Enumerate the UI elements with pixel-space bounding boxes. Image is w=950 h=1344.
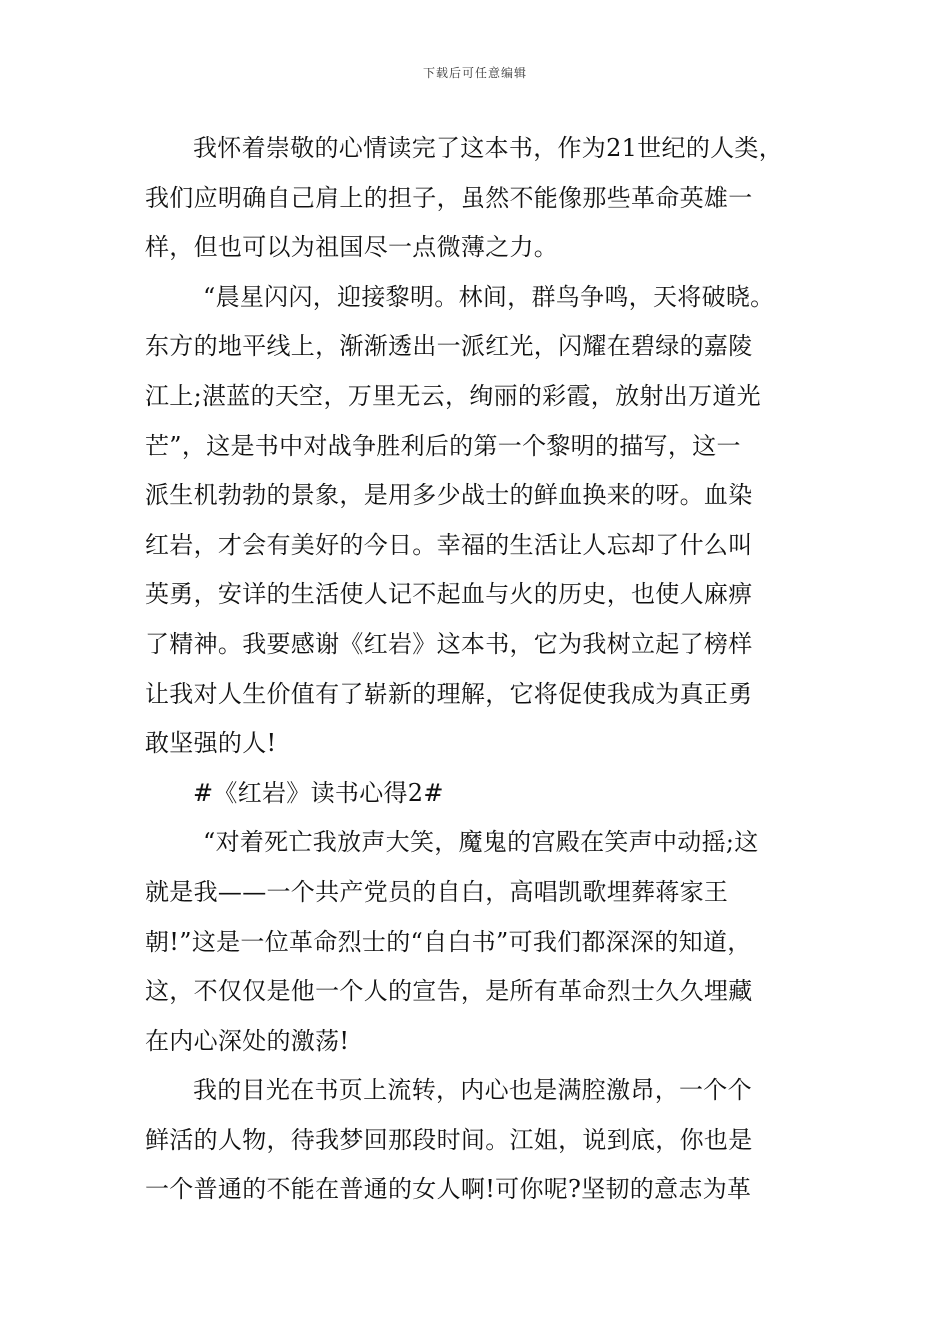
paragraph-3-line-5: 在内心深处的激荡! [145, 1026, 350, 1055]
paragraph-2-line-2: 东方的地平线上，渐渐透出一派红光，闪耀在碧绿的嘉陵 [145, 332, 753, 361]
paragraph-2-line-7: 英勇，安详的生活使人记不起血与火的历史，也使人麻痹 [145, 580, 753, 609]
document-body [145, 128, 810, 1219]
paragraph-4-line-1: 我的目光在书页上流转，内心也是满腔激昂，一个个 [193, 1076, 752, 1105]
paragraph-2-line-4: 芒”，这是书中对战争胜利后的第一个黎明的描写，这一 [145, 431, 741, 460]
paragraph-3-line-1: “对着死亡我放声大笑，魔鬼的宫殿在笑声中动摇;这 [203, 828, 759, 857]
paragraph-1-line-3: 样，但也可以为祖国尽一点微薄之力。 [145, 233, 559, 262]
paragraph-3-line-2: 就是我——一个共产党员的自白，高唱凯歌埋葬蒋家王 [145, 877, 729, 906]
paragraph-4-line-3: 一个普通的不能在普通的女人啊!可你呢?坚韧的意志为革 [145, 1175, 752, 1204]
paragraph-1-line-1: 我怀着崇敬的心情读完了这本书，作为21世纪的人类， [193, 134, 784, 162]
paragraph-3-line-3: 朝!”这是一位革命烈士的“自白书”可我们都深深的知道， [145, 927, 752, 956]
paragraph-3-line-4: 这，不仅仅是他一个人的宣告，是所有革命烈士久久埋藏 [145, 977, 753, 1006]
paragraph-4-line-2: 鲜活的人物，待我梦回那段时间。江姐，说到底，你也是 [145, 1125, 753, 1154]
paragraph-2-line-3: 江上;湛蓝的天空，万里无云，绚丽的彩霞，放射出万道光 [145, 381, 761, 410]
page-header: 下载后可任意编辑 [422, 66, 527, 80]
paragraph-1-line-2: 我们应明确自己肩上的担子，虽然不能像那些革命英雄一 [145, 183, 753, 212]
paragraph-2-line-9: 让我对人生价值有了崭新的理解，它将促使我成为真正勇 [145, 679, 753, 708]
paragraph-2-line-5: 派生机勃勃的景象，是用多少战士的鲜血换来的呀。血染 [145, 481, 753, 510]
paragraph-2-line-1: “晨星闪闪，迎接黎明。林间，群鸟争鸣，天将破晓。 [203, 282, 775, 311]
paragraph-2-line-8: 了精神。我要感谢《红岩》这本书，它为我树立起了榜样 [145, 629, 753, 658]
paragraph-2-line-10: 敢坚强的人! [145, 729, 277, 758]
section-heading: #《红岩》读书心得2# [193, 778, 444, 807]
paragraph-2-line-6: 红岩，才会有美好的今日。幸福的生活让人忘却了什么叫 [145, 530, 753, 559]
